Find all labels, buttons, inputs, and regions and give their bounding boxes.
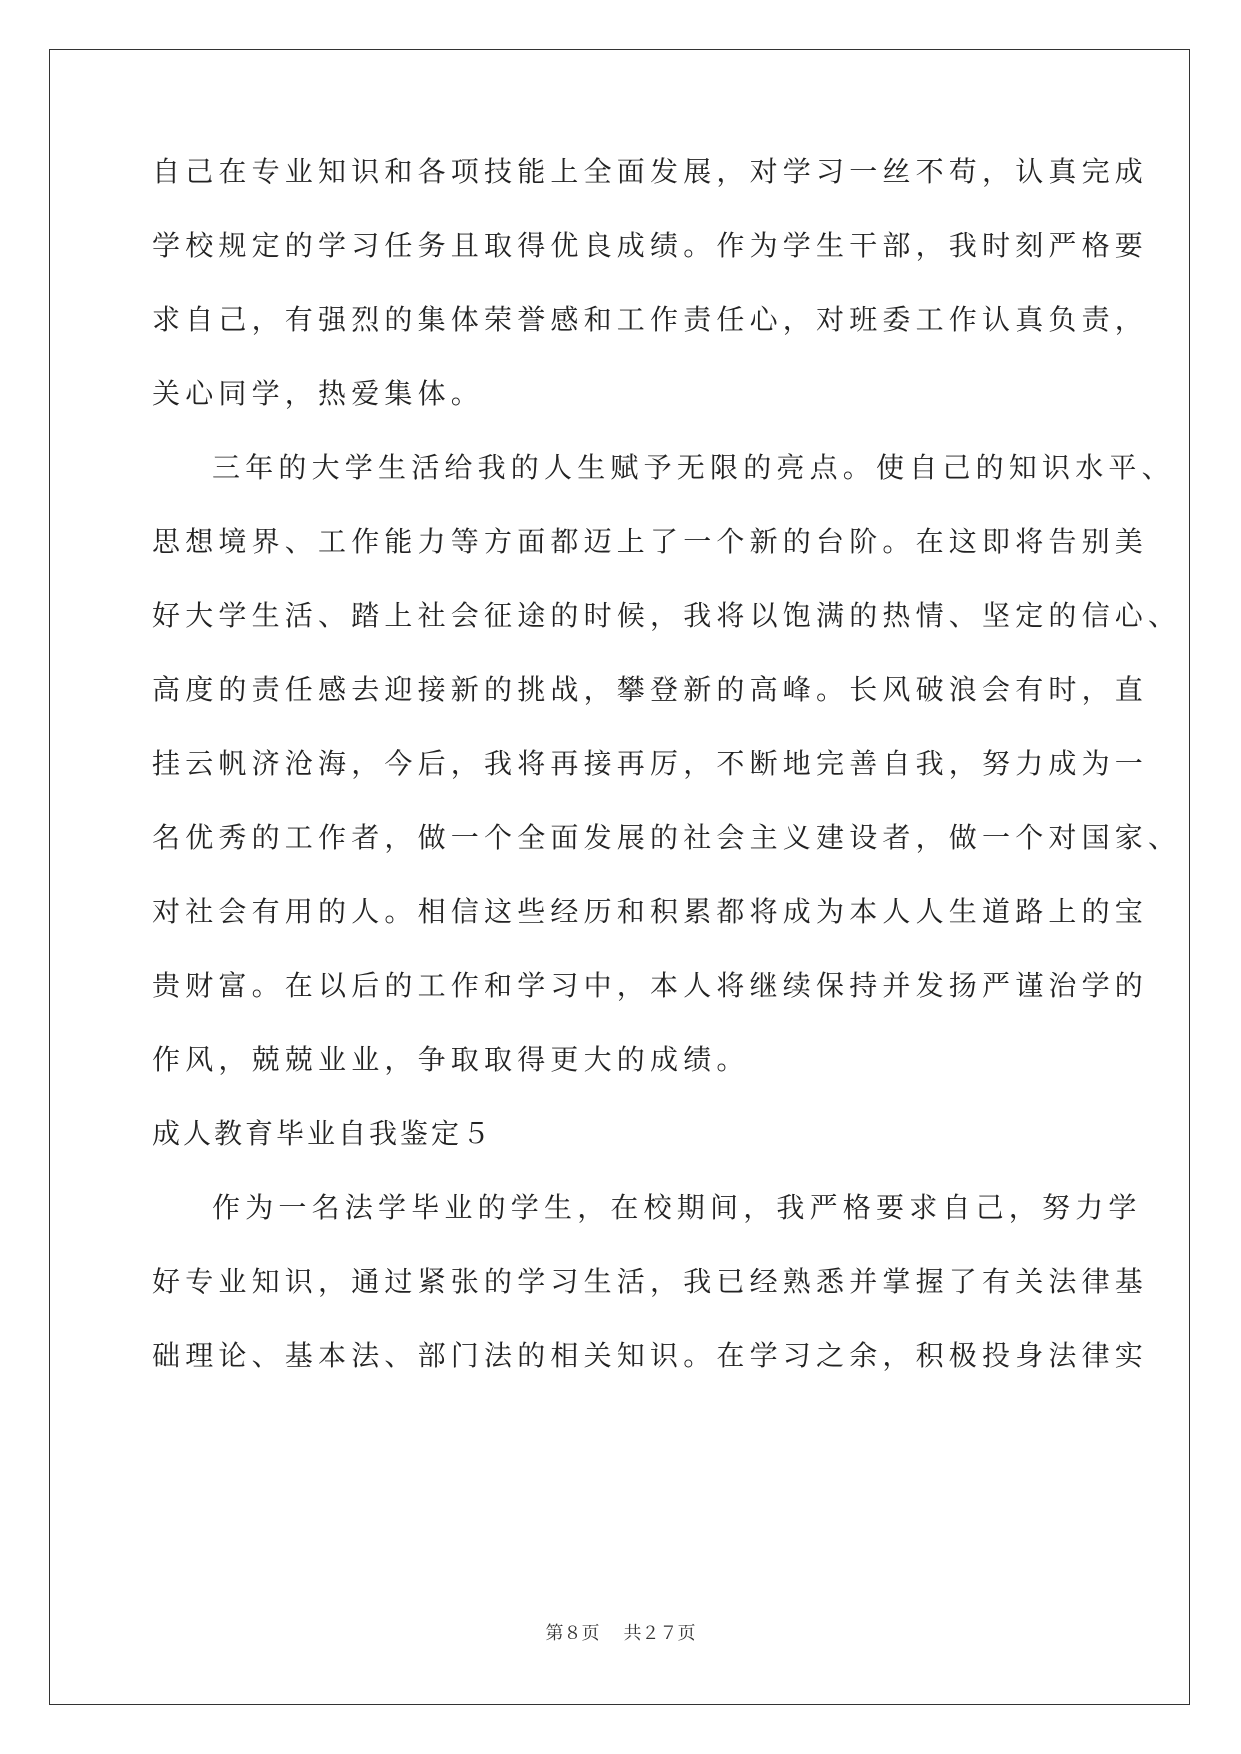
- paragraph-line: 好大学生活、踏上社会征途的时候，我将以饱满的热情、坚定的信心、: [152, 599, 1182, 632]
- paragraph-line: 好专业知识，通过紧张的学习生活，我已经熟悉并掌握了有关法律基: [152, 1265, 1149, 1298]
- paragraph-line: 贵财富。在以后的工作和学习中，本人将继续保持并发扬严谨治学的: [152, 969, 1149, 1002]
- paragraph-line: 思想境界、工作能力等方面都迈上了一个新的台阶。在这即将告别美: [152, 525, 1149, 558]
- section-heading: 成人教育毕业自我鉴定５: [152, 1117, 494, 1150]
- paragraph-line: 挂云帆济沧海，今后，我将再接再厉，不断地完善自我，努力成为一: [152, 747, 1149, 780]
- paragraph-line: 作为一名法学毕业的学生，在校期间，我严格要求自己，努力学: [212, 1191, 1142, 1224]
- paragraph-line: 名优秀的工作者，做一个全面发展的社会主义建设者，做一个对国家、: [152, 821, 1182, 854]
- paragraph-line: 对社会有用的人。相信这些经历和积累都将成为本人人生道路上的宝: [152, 895, 1149, 928]
- paragraph-line: 础理论、基本法、部门法的相关知识。在学习之余，积极投身法律实: [152, 1339, 1149, 1372]
- paragraph-line: 关心同学，热爱集体。: [152, 377, 485, 410]
- paragraph-line: 作风，兢兢业业，争取取得更大的成绩。: [152, 1043, 750, 1076]
- paragraph-line: 求自己，有强烈的集体荣誉感和工作责任心，对班委工作认真负责，: [152, 303, 1149, 336]
- page-total: 共２７页: [623, 1623, 696, 1644]
- paragraph-line: 自己在专业知识和各项技能上全面发展，对学习一丝不苟，认真完成: [152, 155, 1149, 188]
- page-number: 第８页: [545, 1623, 600, 1644]
- page-footer: [0, 1623, 1241, 1645]
- paragraph-line: 三年的大学生活给我的人生赋予无限的亮点。使自己的知识水平、: [212, 451, 1175, 484]
- paragraph-line: 学校规定的学习任务且取得优良成绩。作为学生干部，我时刻严格要: [152, 229, 1149, 262]
- page-border: [49, 49, 1190, 1705]
- paragraph-line: 高度的责任感去迎接新的挑战，攀登新的高峰。长风破浪会有时，直: [152, 673, 1149, 706]
